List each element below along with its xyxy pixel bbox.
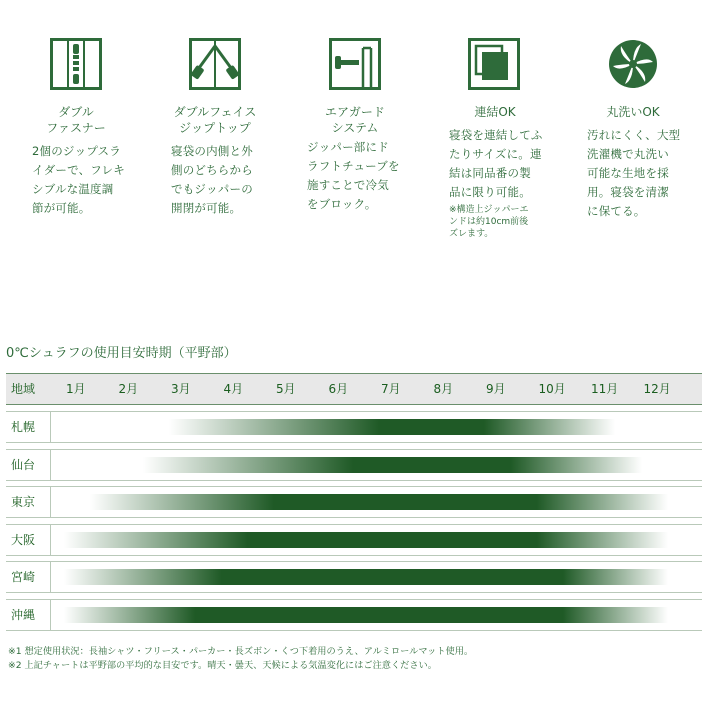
- month-header: 7月: [381, 382, 401, 396]
- region-label: 東京: [11, 495, 36, 509]
- washable-icon: [607, 38, 659, 90]
- region-label: 札幌: [11, 420, 36, 434]
- double-zipper-icon: [50, 38, 102, 90]
- month-header: 9月: [486, 382, 506, 396]
- month-header: 11月: [591, 382, 619, 396]
- chart-title: 0℃シュラフの使用目安時期（平野部）: [6, 346, 237, 361]
- usage-bar: [90, 494, 668, 510]
- feature-description: 汚れにくく、大型 洗濯機で丸洗い 可能な生地を採 用。寝袋を清潔 に保てる。: [587, 128, 681, 218]
- zip-top-icon: [189, 38, 241, 90]
- month-header: 3月: [171, 382, 191, 396]
- month-header: 2月: [118, 382, 139, 396]
- chart-header-row: [6, 373, 702, 405]
- feature-description: 2個のジップスラ イダーで、フレキ シブルな温度調 節が可能。: [32, 144, 125, 215]
- chart-row: [6, 449, 702, 481]
- region-label: 沖縄: [11, 607, 36, 622]
- usage-bar: [64, 569, 668, 585]
- feature-description: 寝袋の内側と外 側のどちらから でもジッパーの 開閉が可能。: [171, 144, 253, 215]
- chart-row: [6, 524, 702, 556]
- month-header: 5月: [276, 382, 296, 396]
- footnote-2: ※2 上記チャートは平野部の平均的な目安です。晴天・曇天、天候による気温変化にはご注意ください。: [8, 660, 437, 671]
- row-separator: [50, 450, 51, 480]
- chart-row: [6, 411, 702, 443]
- usage-bar: [143, 457, 642, 473]
- footnotes: [8, 645, 473, 673]
- row-separator: [50, 412, 51, 442]
- usage-bar: [64, 607, 668, 623]
- row-separator: [50, 600, 51, 630]
- month-header: 12月: [643, 382, 671, 396]
- feature-title: 連結OK: [474, 105, 516, 119]
- region-header: 地域: [11, 382, 36, 396]
- feature-description: 寝袋を連結してふ たりサイズに。連 結は同品番の製 品に限り可能。: [449, 128, 543, 199]
- month-header: 1月: [66, 382, 86, 396]
- chart-row: [6, 561, 702, 593]
- month-header: 6月: [328, 382, 349, 396]
- feature-title: エアガード システム: [325, 105, 385, 135]
- month-header: 4月: [223, 382, 244, 396]
- feature-section: [0, 0, 710, 260]
- air-guard-icon: [329, 38, 381, 90]
- feature-note: ※構造上ジッパーエ ンドは約10cm前後 ズレます。: [449, 205, 529, 239]
- chart-row: [6, 486, 702, 518]
- row-separator: [50, 562, 51, 592]
- region-label: 仙台: [11, 457, 36, 472]
- season-chart: [6, 373, 702, 637]
- usage-bar: [169, 419, 615, 435]
- feature-title: ダブルフェイス ジップトップ: [173, 105, 257, 135]
- feature-title: ダブル ファスナー: [46, 105, 106, 135]
- month-header: 10月: [538, 382, 566, 396]
- row-separator: [50, 487, 51, 517]
- feature-title: 丸洗いOK: [606, 105, 660, 119]
- region-label: 宮崎: [11, 570, 36, 584]
- chart-row: [6, 599, 702, 631]
- footnote-1: ※1 想定使用状況：長袖シャツ・フリース・パーカー・長ズボン・くつ下着用のうえ、アルミロールマット使用。: [8, 646, 474, 657]
- connect-icon: [468, 38, 520, 90]
- month-header: 8月: [433, 382, 454, 396]
- usage-bar: [64, 532, 668, 548]
- row-separator: [50, 525, 51, 555]
- feature-description: ジッパー部にド ラフトチューブを 施すことで冷気 をブロック。: [307, 140, 400, 211]
- region-label: 大阪: [11, 532, 36, 547]
